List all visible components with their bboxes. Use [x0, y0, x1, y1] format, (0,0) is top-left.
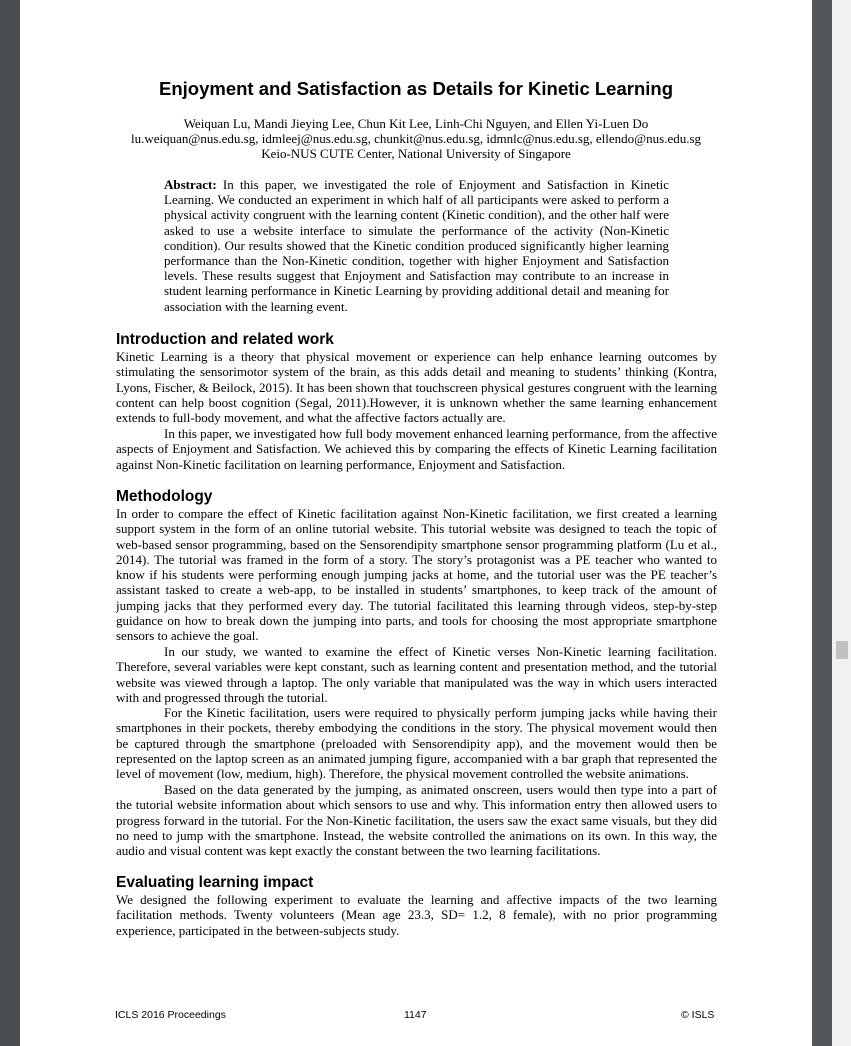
methodology-paragraph-1: In order to compare the effect of Kinetic facilitation against Non-Kinetic facilitation, we first created a learning support system in the form of an online tutorial website. This tutorial website was designed to teach the topic of web-based sensor programming, based on the Sensorendipity smartphone sensor programming platform (Lu et al., 2014). The tutorial was framed in the form of a story. The story’s protagonist was a PE teacher who wanted to know if his students were performing enough jumping jacks at home, and the tutorial user was the PE teacher’s assistant tasked to create a web-app, to be installed in students’ smartphones, to keep track of the amount of jumping jacks that they performed every day. The tutorial facilitated this learning through videos, step-by-step guidance on how to break down the jumping into parts, and tools for choosing the most appropriate smartphone sensors to achieve the goal.	[116, 506, 717, 644]
footer-proceedings: ICLS 2016 Proceedings	[115, 1009, 226, 1021]
vertical-scrollbar[interactable]	[832, 0, 851, 1046]
author-list: Weiquan Lu, Mandi Jieying Lee, Chun Kit Lee, Linh-Chi Nguyen, and Ellen Yi-Luen Do	[183, 116, 649, 131]
author-emails: lu.weiquan@nus.edu.sg, idmleej@nus.edu.sg, chunkit@nus.edu.sg, idmnlc@nus.edu.sg, ellendo@nus.edu.sg	[130, 131, 702, 146]
section-heading-evaluating: Evaluating learning impact	[116, 874, 314, 891]
author-affiliation: Keio-NUS CUTE Center, National University of Singapore	[261, 146, 571, 161]
section-heading-methodology: Methodology	[116, 488, 213, 505]
footer-page-number: 1147	[404, 1009, 427, 1021]
abstract-label: Abstract:	[164, 177, 217, 192]
abstract-text: In this paper, we investigated the role of Enjoyment and Satisfaction in Kinetic Learning. We conducted an experiment in which half of all participants were asked to perform a physical activity congruent with the learning content (Kinetic condition), and the other half were asked to use a website interface to simulate the performance of the activity (Non-Kinetic condition). Our results showed that the Kinetic condition produced significantly higher learning performance than the Non-Kinetic condition, together with higher Enjoyment and Satisfaction levels. These results suggest that Enjoyment and Satisfaction may contribute to an increase in student learning performance in Kinetic Learning by providing additional detail and meaning for association with the learning event.	[164, 177, 669, 314]
footer-copyright: © ISLS	[681, 1009, 715, 1021]
abstract	[164, 177, 669, 314]
viewer-left-gutter	[0, 0, 20, 1046]
intro-paragraph-2: In this paper, we investigated how full body movement enhanced learning performance, from the affective aspects of Enjoyment and Satisfaction. We achieved this by comparing the effects of Kinetic Learning facilitation against Non-Kinetic facilitation on learning performance, Enjoyment and Satisfaction.	[116, 426, 717, 472]
intro-paragraph-1: Kinetic Learning is a theory that physical movement or experience can help enhance learning outcomes by stimulating the sensorimotor system of the brain, as this adds detail and meaning to students’ thinking (Kontra, Lyons, Fischer, & Beilock, 2015). It has been shown that touchscreen physical gestures congruent with the learning content can help boost cognition (Segal, 2011).However, it is unknown whether the same learning enhancement extends to full-body movement, and what the affective factors actually are.	[116, 349, 717, 426]
paper-title: Enjoyment and Satisfaction as Details for Kinetic Learning	[159, 78, 673, 99]
methodology-paragraph-2: In our study, we wanted to examine the effect of Kinetic verses Non-Kinetic learning facilitation. Therefore, several variables were kept constant, such as learning content and presentation method, and the tutorial website was viewed through a laptop. The only variable that manipulated was the way in which users interacted with and progressed through the tutorial.	[116, 644, 717, 705]
section-heading-introduction: Introduction and related work	[116, 331, 334, 348]
methodology-paragraph-4: Based on the data generated by the jumping, as animated onscreen, users would then type into a part of the tutorial website information about which sensors to use and why. This information entry then allowed users to progress forward in the tutorial. For the Non-Kinetic facilitation, the users saw the exact same visuals, but they did no need to jump with the smartphone. Instead, the website controlled the animations on its own. In this way, the audio and visual content was kept exactly the constant between the two learning facilitations.	[116, 782, 717, 859]
pdf-page	[20, 0, 812, 1046]
scrollbar-thumb[interactable]	[836, 641, 848, 659]
evaluating-paragraph-1: We designed the following experiment to evaluate the learning and affective impacts of the two learning facilitation methods. Twenty volunteers (Mean age 23.3, SD= 1.2, 8 female), with no prior programming experience, participated in the between-subjects study.	[116, 892, 717, 938]
methodology-paragraph-3: For the Kinetic facilitation, users were required to physically perform jumping jacks while having their smartphones in their pockets, thereby embodying the conditions in the story. The physical movement would then be captured through the smartphone (preloaded with Sensorendipity app), and the movement would then be represented on the laptop screen as an animated jumping figure, accompanied with a bar graph that represented the level of movement (low, medium, high). Therefore, the physical movement controlled the website animations.	[116, 705, 717, 782]
